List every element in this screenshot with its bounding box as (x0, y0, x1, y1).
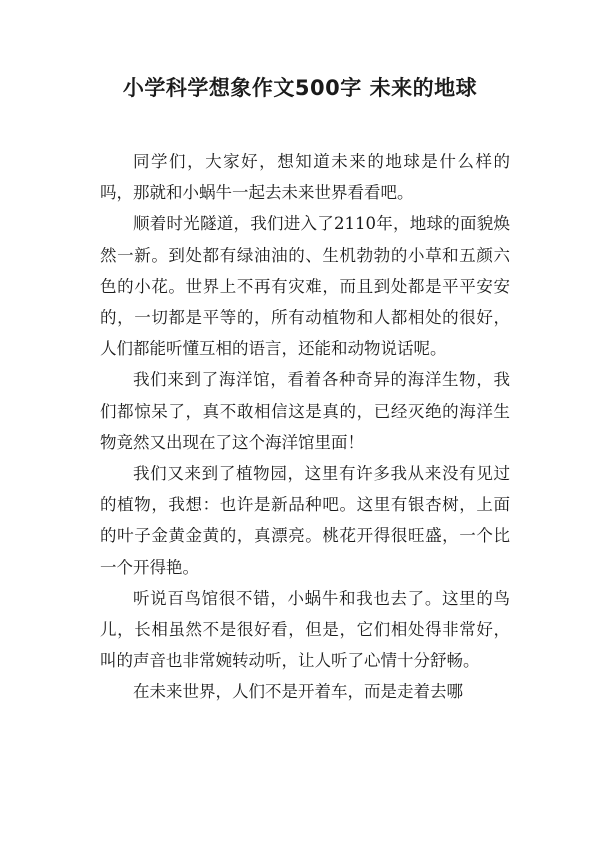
document-body (100, 146, 510, 708)
paragraph: 听说百鸟馆很不错，小蜗牛和我也去了。这里的鸟儿，长相虽然不是很好看，但是，它们相处得非常好，叫的声音也非常婉转动听，让人听了心情十分舒畅。 (100, 588, 510, 671)
paragraph: 顺着时光隧道，我们进入了2110年，地球的面貌焕然一新。到处都有绿油油的、生机勃勃的小草和五颜六色的小花。世界上不再有灾难，而且到处都是平平安安的，一切都是平等的，所有动植物和人都相处的很好，人们都能听懂互相的语言，还能和动物说话呢。 (100, 214, 510, 359)
paragraph: 同学们，大家好，想知道未来的地球是什么样的吗，那就和小蜗牛一起去未来世界看看吧。 (100, 152, 510, 203)
paragraph: 在未来世界，人们不是开着车，而是走着去哪 (133, 682, 463, 702)
document-title: 小学科学想象作文500字 未来的地球 (122, 76, 478, 100)
paragraph: 我们又来到了植物园，这里有许多我从来没有见过的植物，我想：也许是新品种吧。这里有银杏树，上面的叶子金黄金黄的，真漂亮。桃花开得很旺盛，一个比一个开得艳。 (100, 464, 510, 577)
paragraph: 我们来到了海洋馆，看着各种奇异的海洋生物，我们都惊呆了，真不敢相信这是真的，已经灭绝的海洋生物竟然又出现在了这个海洋馆里面！ (100, 370, 510, 452)
